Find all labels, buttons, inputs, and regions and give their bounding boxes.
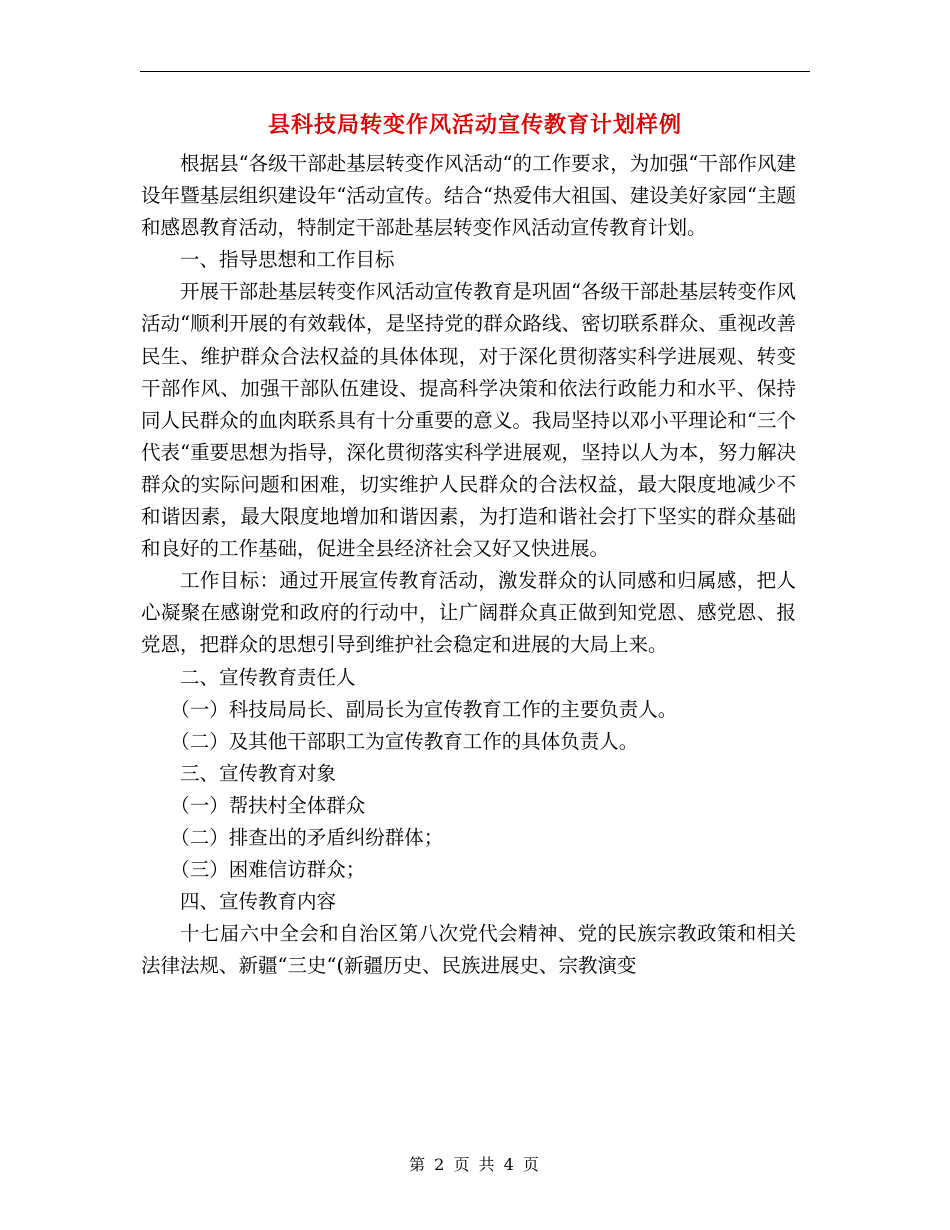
section-heading-2: 二、宣传教育责任人 <box>180 665 356 689</box>
section-heading-3: 三、宣传教育对象 <box>180 761 337 785</box>
document-body <box>141 148 796 982</box>
list-item: （一）科技局局长、副局长为宣传教育工作的主要负责人。 <box>170 697 678 721</box>
paragraph-intro: 根据县“各级干部赴基层转变作风活动“的工作要求，为加强“干部作风建设年暨基层组织建设年“活动宣传。结合“热爱伟大祖国、建设美好家园“主题和感恩教育活动，特制定干部赴基层转变作风活动宣传教育计划。 <box>141 152 796 240</box>
paragraph-guiding: 开展干部赴基层转变作风活动宣传教育是巩固“各级干部赴基层转变作风活动“顺利开展的有效载体，是坚持党的群众路线、密切联系群众、重视改善民生、维护群众合法权益的具体体现，对于深化贯彻落实科学进展观、转变干部作风、加强干部队伍建设、提高科学决策和依法行政能力和水平、保持同人民群众的血肉联系具有十分重要的意义。我局坚持以邓小平理论和“三个代表“重要思想为指导，深化贯彻落实科学进展观，坚持以人为本，努力解决群众的实际问题和困难，切实维护人民群众的合法权益，最大限度地减少不和谐因素，最大限度地增加和谐因素，为打造和谐社会打下坚实的群众基础和良好的工作基础，促进全县经济社会又好又快进展。 <box>141 280 796 561</box>
paragraph-goals: 工作目标：通过开展宣传教育活动，激发群众的认同感和归属感，把人心凝聚在感谢党和政府的行动中，让广阔群众真正做到知党恩、感党恩、报党恩，把群众的思想引导到维护社会稳定和进展的大局上来。 <box>141 569 796 657</box>
list-item: （二）排查出的矛盾纠纷群体； <box>170 825 444 849</box>
list-item: （三）困难信访群众； <box>170 858 366 882</box>
section-heading-4: 四、宣传教育内容 <box>180 890 337 914</box>
paragraph-content: 十七届六中全会和自治区第八次党代会精神、党的民族宗教政策和相关法律法规、新疆“三史“(新疆历史、民族进展史、宗教演变 <box>141 922 796 978</box>
list-item: （二）及其他干部职工为宣传教育工作的具体负责人。 <box>170 729 639 753</box>
section-heading-1: 一、指导思想和工作目标 <box>180 248 395 272</box>
list-item: （一）帮扶村全体群众 <box>170 793 366 817</box>
document-title: 县科技局转变作风活动宣传教育计划样例 <box>267 112 682 138</box>
page-number: 第 2 页 共 4 页 <box>409 1155 541 1174</box>
header-rule <box>140 71 810 72</box>
